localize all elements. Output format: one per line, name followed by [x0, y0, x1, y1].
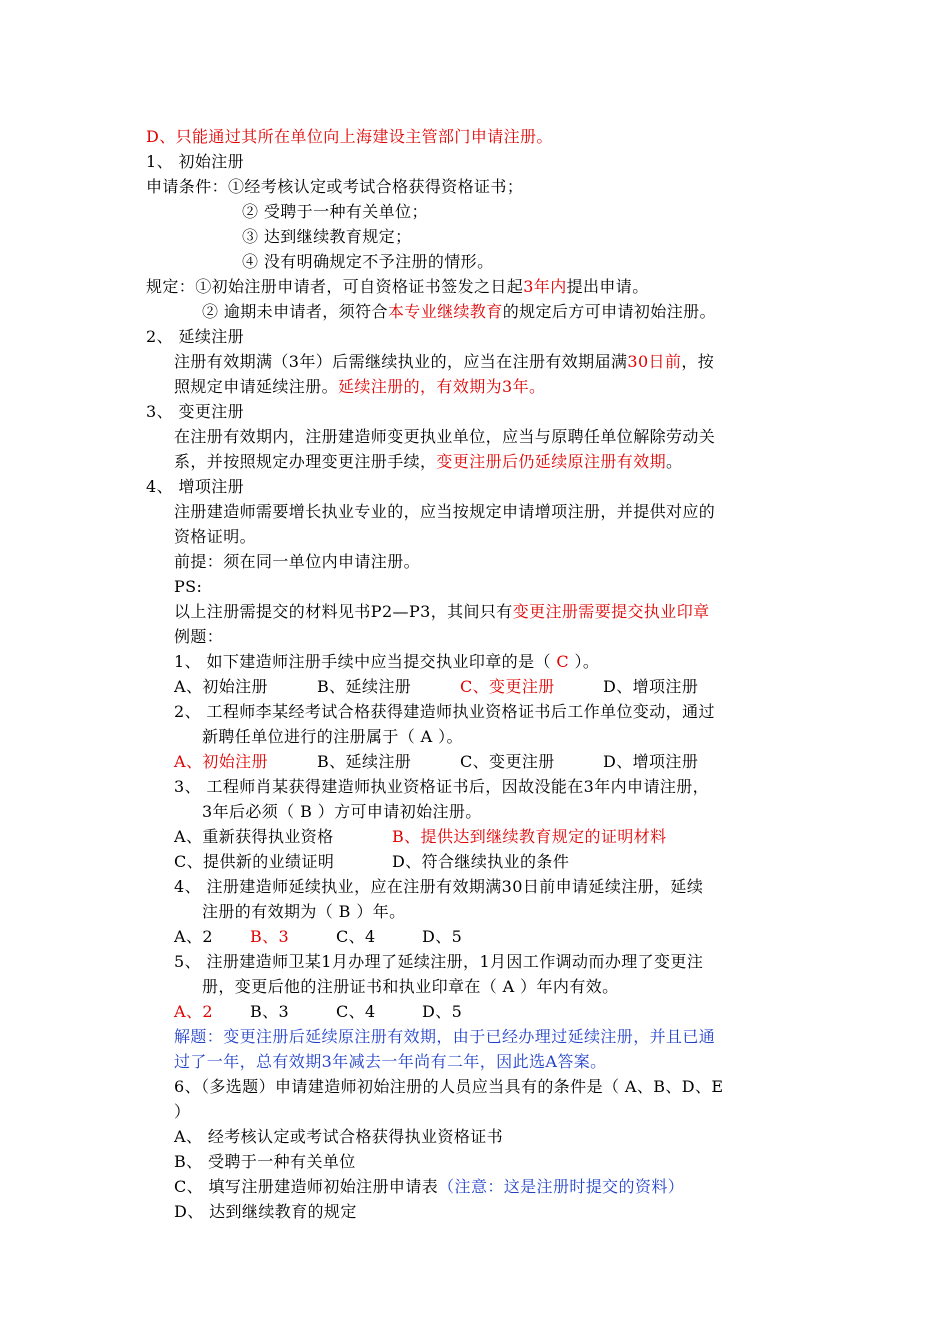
q4-options — [174, 927, 462, 947]
question-2-stem-1: 2、 工程师李某经考试合格获得建造师执业资格证书后工作单位变动，通过 — [174, 702, 715, 721]
q5-options — [174, 1002, 462, 1022]
question-1-stem — [174, 652, 599, 672]
condition-2: ② 受聘于一种有关单位； — [242, 202, 428, 221]
q3-option-a: A、重新获得执业资格 — [174, 827, 334, 846]
q1-option-b: B、延续注册 — [317, 677, 412, 696]
renewal-line-1 — [174, 352, 714, 372]
rule-1-highlight: 3年内 — [523, 277, 567, 296]
ps-text: 以上注册需提交的材料见书P2—P3，其间只有 — [174, 602, 513, 621]
q1-options — [174, 677, 698, 697]
rule-line-2 — [202, 302, 716, 322]
rule-1-tail: 提出申请。 — [566, 277, 649, 296]
change-line-2 — [174, 452, 682, 472]
renewal-validity: 延续注册的，有效期为3年。 — [338, 377, 546, 396]
q1-stem-tail: ）。 — [574, 652, 600, 671]
q4-option-c: C、4 — [336, 927, 376, 946]
q3-option-d: D、符合继续执业的条件 — [392, 852, 570, 871]
q2-option-b: B、延续注册 — [317, 752, 412, 771]
section-1-title: 1、 初始注册 — [146, 152, 245, 171]
change-text: 系，并按照规定办理变更注册手续， — [174, 452, 437, 471]
change-tail: 。 — [666, 452, 683, 471]
premise-line: 前提：须在同一单位内申请注册。 — [174, 552, 421, 571]
renewal-text: 注册有效期满（3年）后需继续执业的，应当在注册有效期届满 — [174, 352, 628, 371]
q4-option-a: A、2 — [174, 927, 213, 946]
q6-option-c: C、 填写注册建造师初始注册申请表 — [174, 1177, 439, 1196]
section-3-title: 3、 变更注册 — [146, 402, 245, 421]
q4-option-d: D、5 — [422, 927, 463, 946]
example-label: 例题： — [174, 627, 224, 646]
rule-2-text: ② 逾期未申请者，须符合 — [202, 302, 388, 321]
q3-option-b: B、提供达到继续教育规定的证明材料 — [392, 827, 667, 846]
condition-3: ③ 达到继续教育规定； — [242, 227, 412, 246]
q4-option-b: B、3 — [250, 927, 290, 946]
question-2-stem-2: 新聘任单位进行的注册属于（ A ）。 — [202, 727, 463, 746]
change-line-1: 在注册有效期内，注册建造师变更执业单位，应当与原聘任单位解除劳动关 — [174, 427, 716, 446]
question-4-stem-2: 注册的有效期为（ B ）年。 — [202, 902, 406, 921]
rule-1-text: ①初始注册申请者，可自资格证书签发之日起 — [195, 277, 524, 296]
q1-option-c: C、变更注册 — [460, 677, 555, 696]
q6-option-d: D、 达到继续教育的规定 — [174, 1202, 357, 1221]
renewal-deadline: 30日前 — [627, 352, 682, 371]
section-4-title: 4、 增项注册 — [146, 477, 245, 496]
q3-option-c: C、提供新的业绩证明 — [174, 852, 335, 871]
conditions-line-1 — [146, 177, 523, 197]
q1-option-d: D、增项注册 — [603, 677, 699, 696]
question-5-stem-2: 册，变更后他的注册证书和执业印章在（ A ）年内有效。 — [202, 977, 619, 996]
q6-option-b: B、 受聘于一种有关单位 — [174, 1152, 356, 1171]
ps-line — [174, 602, 710, 622]
condition-4: ④ 没有明确规定不予注册的情形。 — [242, 252, 494, 271]
q1-answer: C — [556, 652, 570, 671]
q5-option-d: D、5 — [422, 1002, 463, 1021]
q2-option-d: D、增项注册 — [603, 752, 699, 771]
rule-line-1 — [146, 277, 649, 297]
q1-option-a: A、初始注册 — [174, 677, 268, 696]
q6-option-a: A、 经考核认定或考试合格获得执业资格证书 — [174, 1127, 504, 1146]
renewal-tail: ，按 — [681, 352, 715, 371]
renewal-line-2 — [174, 377, 545, 397]
question-5-stem-1: 5、 注册建造师卫某1月办理了延续注册，1月因工作调动而办理了变更注 — [174, 952, 704, 971]
ps-highlight: 变更注册需要提交执业印章 — [512, 602, 710, 621]
q1-stem-text: 1、 如下建造师注册手续中应当提交执业印章的是（ — [174, 652, 551, 671]
question-6-stem-2: ） — [174, 1102, 191, 1121]
renewal-text-2: 照规定申请延续注册。 — [174, 377, 339, 396]
rule-2-highlight: 本专业继续教育 — [387, 302, 503, 321]
q6-option-c-line — [174, 1177, 684, 1197]
addition-line-1: 注册建造师需要增长执业专业的，应当按规定申请增项注册，并提供对应的 — [174, 502, 716, 521]
rule-2-tail: 的规定后方可申请初始注册。 — [502, 302, 716, 321]
q3-options-row-1 — [174, 827, 667, 847]
addition-line-2: 资格证明。 — [174, 527, 257, 546]
q5-explanation-2: 过了一年，总有效期3年减去一年尚有二年，因此选A答案。 — [174, 1052, 607, 1071]
condition-1: ①经考核认定或考试合格获得资格证书； — [228, 177, 524, 196]
q2-options — [174, 752, 698, 772]
section-2-title: 2、 延续注册 — [146, 327, 245, 346]
question-4-stem-1: 4、 注册建造师延续执业，应在注册有效期满30日前申请延续注册，延续 — [174, 877, 704, 896]
ps-label: PS: — [174, 577, 203, 596]
q5-option-c: C、4 — [336, 1002, 376, 1021]
change-highlight: 变更注册后仍延续原注册有效期 — [436, 452, 667, 471]
q6-option-c-note: （注意：这是注册时提交的资料） — [438, 1177, 685, 1196]
question-3-stem-2: 3年后必须（ B ）方可申请初始注册。 — [202, 802, 482, 821]
q2-option-c: C、变更注册 — [460, 752, 555, 771]
q2-option-a: A、初始注册 — [174, 752, 268, 771]
option-d-line: D、只能通过其所在单位向上海建设主管部门申请注册。 — [146, 127, 553, 146]
rule-label: 规定： — [146, 277, 196, 296]
q5-explanation-1: 解题：变更注册后延续原注册有效期，由于已经办理过延续注册，并且已通 — [174, 1027, 716, 1046]
q5-option-a: A、2 — [174, 1002, 213, 1021]
question-3-stem-1: 3、 工程师肖某获得建造师执业资格证书后，因故没能在3年内申请注册， — [174, 777, 710, 796]
conditions-label: 申请条件： — [146, 177, 229, 196]
q3-options-row-2 — [174, 852, 569, 872]
question-6-stem-1: 6、（多选题）申请建造师初始注册的人员应当具有的条件是（ A、B、D、E — [174, 1077, 724, 1096]
q5-option-b: B、3 — [250, 1002, 290, 1021]
